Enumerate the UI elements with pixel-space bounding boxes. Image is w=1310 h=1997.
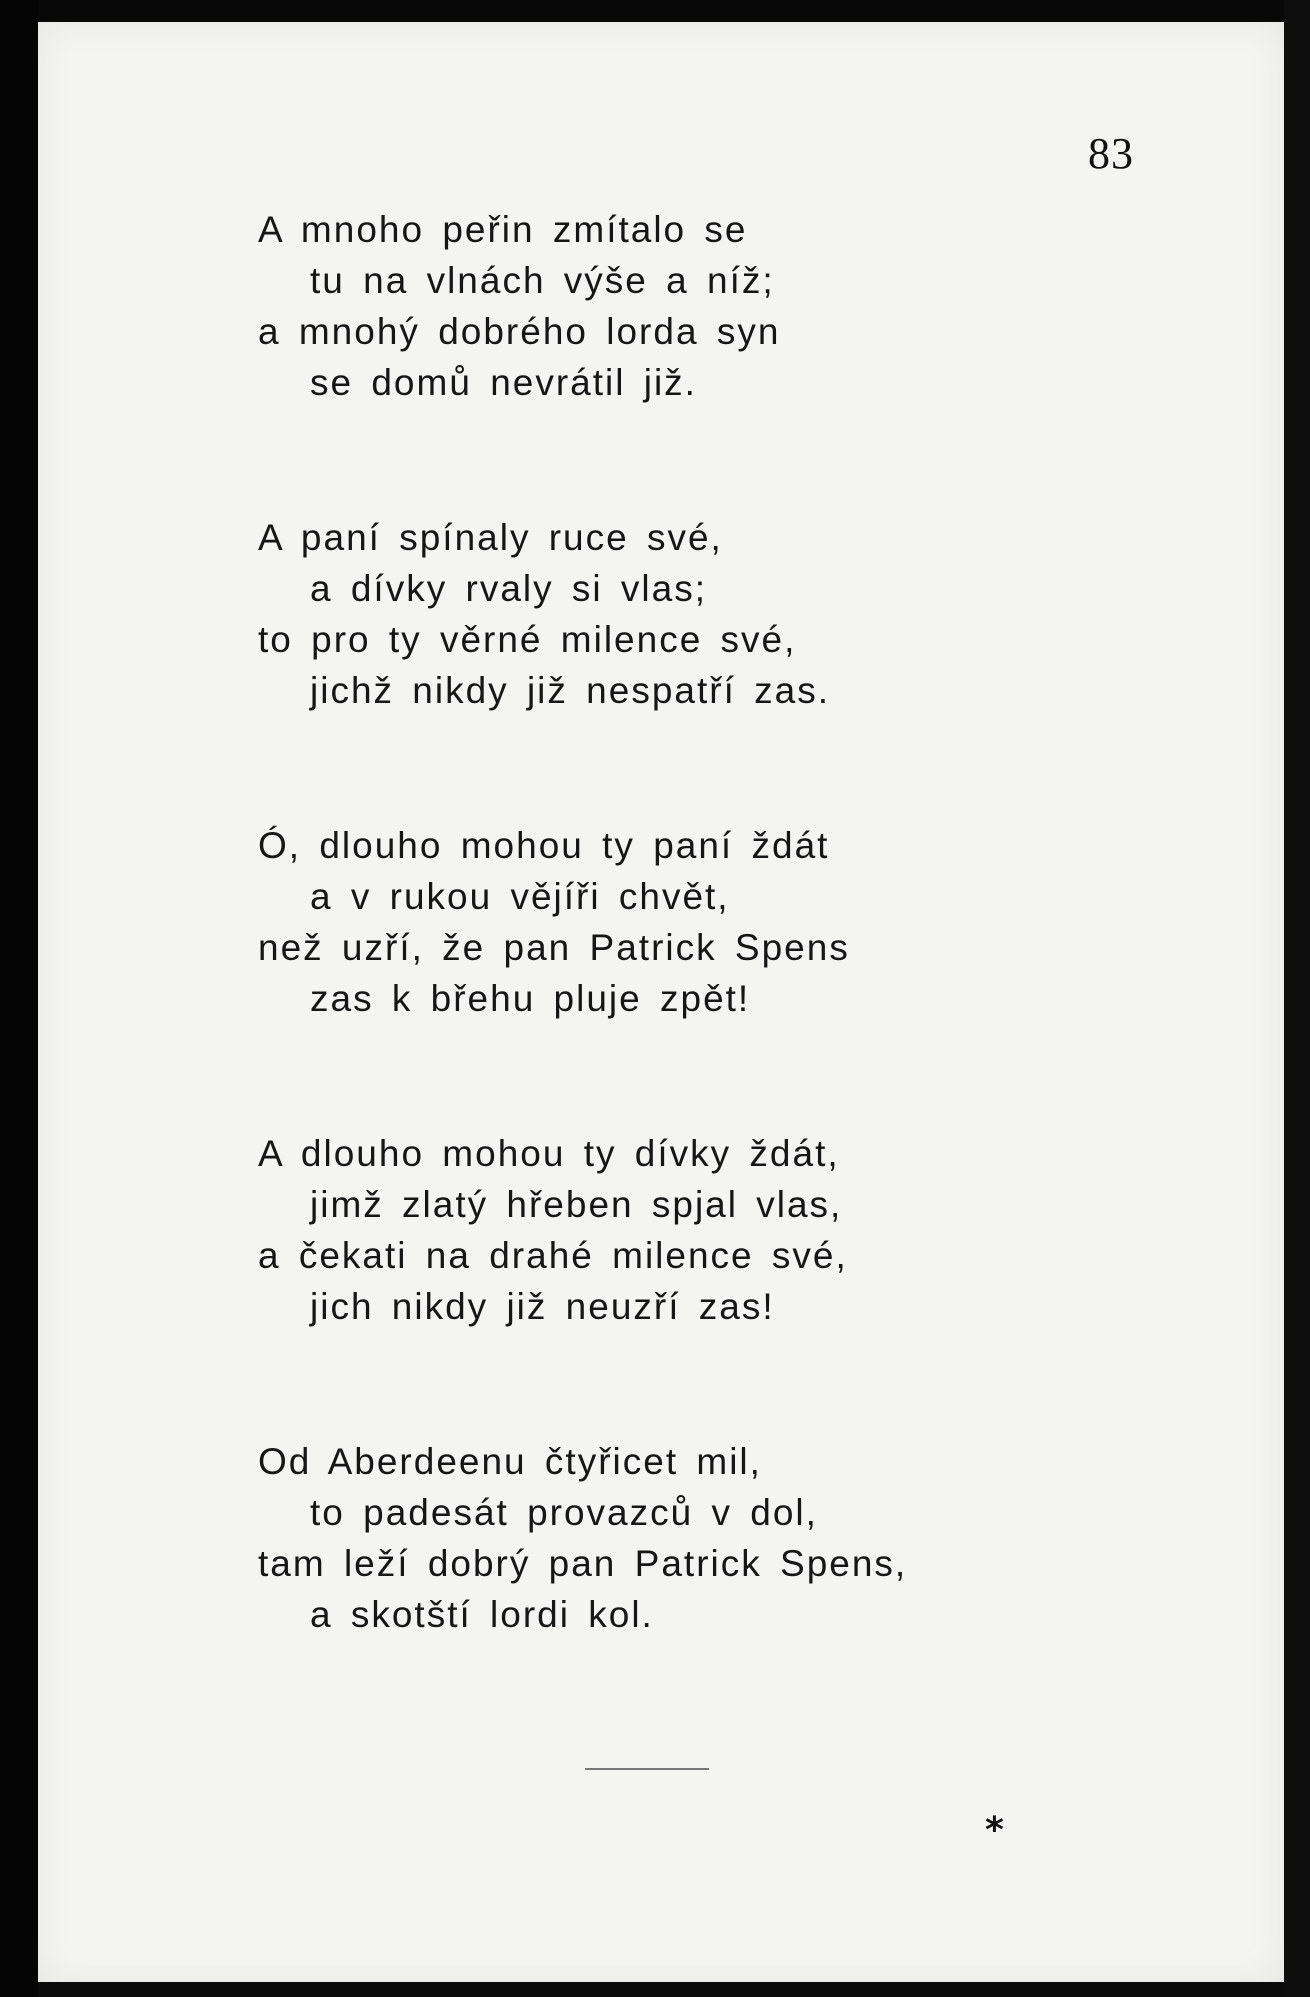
stanza-1 — [258, 204, 907, 408]
stanza-3 — [258, 820, 907, 1024]
asterisk-mark: * — [985, 1810, 1004, 1851]
verse-line: jich nikdy již neuzří zas! — [310, 1286, 775, 1327]
verse-line: zas k břehu pluje zpět! — [310, 978, 751, 1019]
verse-line: A dlouho mohou ty dívky ždát, — [258, 1133, 840, 1174]
scan-border-right — [1284, 0, 1310, 1997]
verse-line: a v rukou vějíři chvět, — [310, 876, 730, 917]
verse-line: to padesát provazců v dol, — [310, 1492, 818, 1533]
verse-line: a skotští lordi kol. — [310, 1594, 654, 1635]
end-rule — [585, 1768, 709, 1770]
verse-line: a mnohý dobrého lorda syn — [258, 311, 781, 352]
page-number: 83 — [1088, 129, 1134, 178]
verse-line: jichž nikdy již nespatří zas. — [310, 670, 831, 711]
scan-border-top — [0, 0, 1310, 22]
verse-line: Ó, dlouho mohou ty paní ždát — [258, 825, 830, 866]
verse-line: a čekati na drahé milence své, — [258, 1235, 848, 1276]
verse-line: a dívky rvaly si vlas; — [310, 568, 707, 609]
poem — [258, 204, 907, 1744]
verse-line: než uzří, že pan Patrick Spens — [258, 927, 850, 968]
verse-line: A paní spínaly ruce své, — [258, 517, 723, 558]
verse-line: Od Aberdeenu čtyřicet mil, — [258, 1441, 762, 1482]
stanza-5 — [258, 1436, 907, 1640]
verse-line: A mnoho peřin zmítalo se — [258, 209, 748, 250]
verse-line: se domů nevrátil již. — [310, 362, 697, 403]
stanza-4 — [258, 1128, 907, 1332]
scan-border-left — [0, 0, 38, 1997]
verse-line: jimž zlatý hřeben spjal vlas, — [310, 1184, 843, 1225]
verse-line: tu na vlnách výše a níž; — [310, 260, 775, 301]
verse-line: tam leží dobrý pan Patrick Spens, — [258, 1543, 908, 1584]
stanza-2 — [258, 512, 907, 716]
verse-line: to pro ty věrné milence své, — [258, 619, 797, 660]
